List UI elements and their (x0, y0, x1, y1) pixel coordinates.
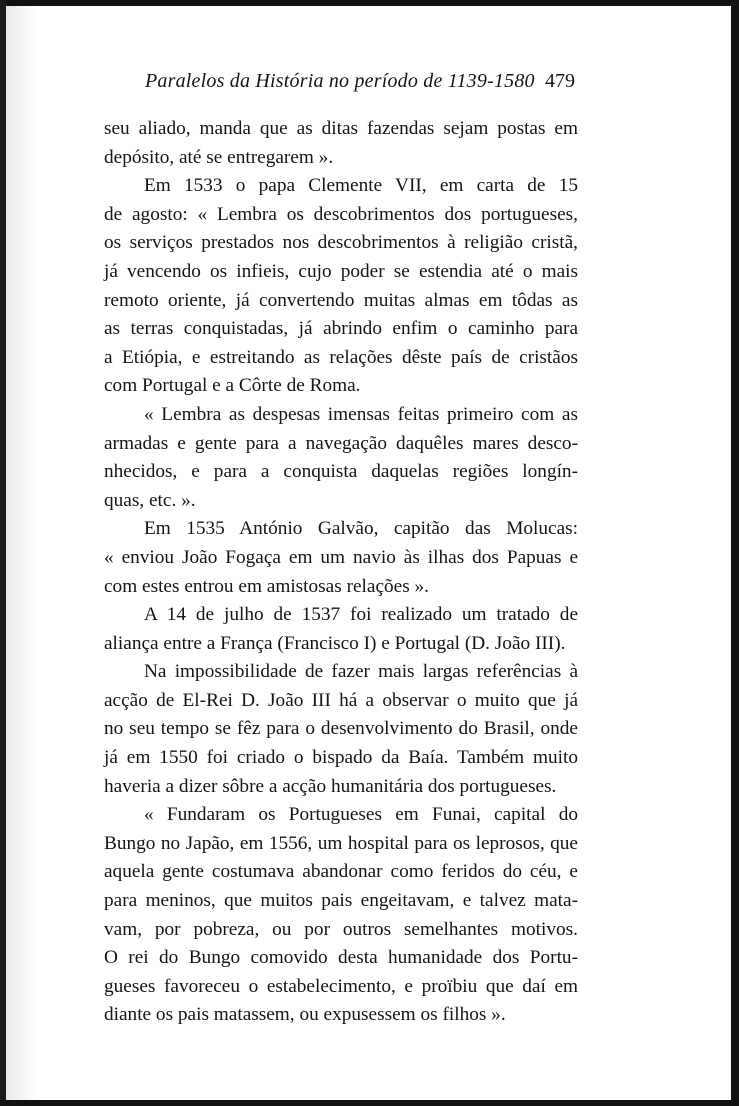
text-line: Na impossibilidade de fazer mais largas referências à (144, 661, 578, 683)
text-line: os serviços prestados nos descobrimentos à religião cristã, (104, 232, 578, 254)
scan-border-right (731, 0, 739, 1106)
text-line: as terras conquistadas, já abrindo enfim o caminho para (104, 318, 578, 340)
text-line: nhecidos, e para a conquista daquelas regiões longín- (104, 461, 578, 483)
text-line: « Fundaram os Portugueses em Funai, capital do (144, 804, 578, 826)
text-line: a Etiópia, e estreitando as relações dêste país de cristãos (104, 346, 578, 368)
scan-border-bottom (0, 1100, 739, 1106)
text-line: acção de El-Rei D. João III há a observar o muito que já (104, 689, 578, 711)
text-line: com Portugal e a Côrte de Roma. (104, 375, 361, 397)
page-header (145, 66, 575, 100)
text-line: seu aliado, manda que as ditas fazendas sejam postas em (104, 118, 578, 139)
text-line: Em 1533 o papa Clemente VII, em carta de 15 (144, 175, 578, 197)
text-line: O rei do Bungo comovido desta humanidade dos Portu- (104, 947, 578, 969)
text-line: Em 1535 António Galvão, capitão das Molucas: (144, 518, 578, 540)
text-line: para meninos, que muitos pais engeitavam, e talvez mata- (104, 890, 578, 912)
text-line: Bungo no Japão, em 1556, um hospital para os leprosos, que (104, 832, 578, 854)
scan-border-left (0, 0, 6, 1106)
body-text (104, 115, 578, 1030)
scan-border-top (0, 0, 739, 6)
text-line: com estes entrou em amistosas relações ». (104, 575, 430, 597)
text-line: gueses favoreceu o estabelecimento, e proïbiu que daí em (104, 975, 578, 997)
text-line: já vencendo os infieis, cujo poder se estendia até o mais (104, 260, 578, 282)
page-number: 479 (545, 70, 575, 92)
text-line: de agosto: « Lembra os descobrimentos dos portugueses, (104, 203, 578, 225)
text-line: A 14 de julho de 1537 foi realizado um tratado de (144, 604, 578, 626)
text-line: armadas e gente para a navegação daquêles mares desco- (104, 432, 578, 454)
text-line: remoto oriente, já convertendo muitas almas em tôdas as (104, 289, 578, 311)
text-line: no seu tempo se fêz para o desenvolvimento do Brasil, onde (104, 718, 578, 740)
running-title: Paralelos da História no período de 1139-1580 (145, 70, 535, 92)
text-line: aliança entre a França (Francisco I) e Portugal (D. João III). (104, 632, 566, 654)
text-line: vam, por pobreza, ou por outros semelhantes motivos. (104, 918, 578, 940)
text-line: aquela gente costumava abandonar como feridos do céu, e (104, 861, 578, 883)
text-line: haveria a dizer sôbre a acção humanitária dos portugueses. (104, 775, 557, 797)
text-line: « enviou João Fogaça em um navio às ilhas dos Papuas e (104, 546, 578, 568)
text-line: já em 1550 foi criado o bispado da Baía. Também muito (104, 747, 578, 769)
text-line: « Lembra as despesas imensas feitas primeiro com as (144, 403, 578, 425)
text-line: depósito, até se entregarem ». (104, 146, 334, 168)
text-line: diante os pais matassem, ou expusessem os filhos ». (104, 1004, 506, 1026)
text-line: quas, etc. ». (104, 489, 196, 511)
gutter-shadow (6, 6, 36, 1100)
